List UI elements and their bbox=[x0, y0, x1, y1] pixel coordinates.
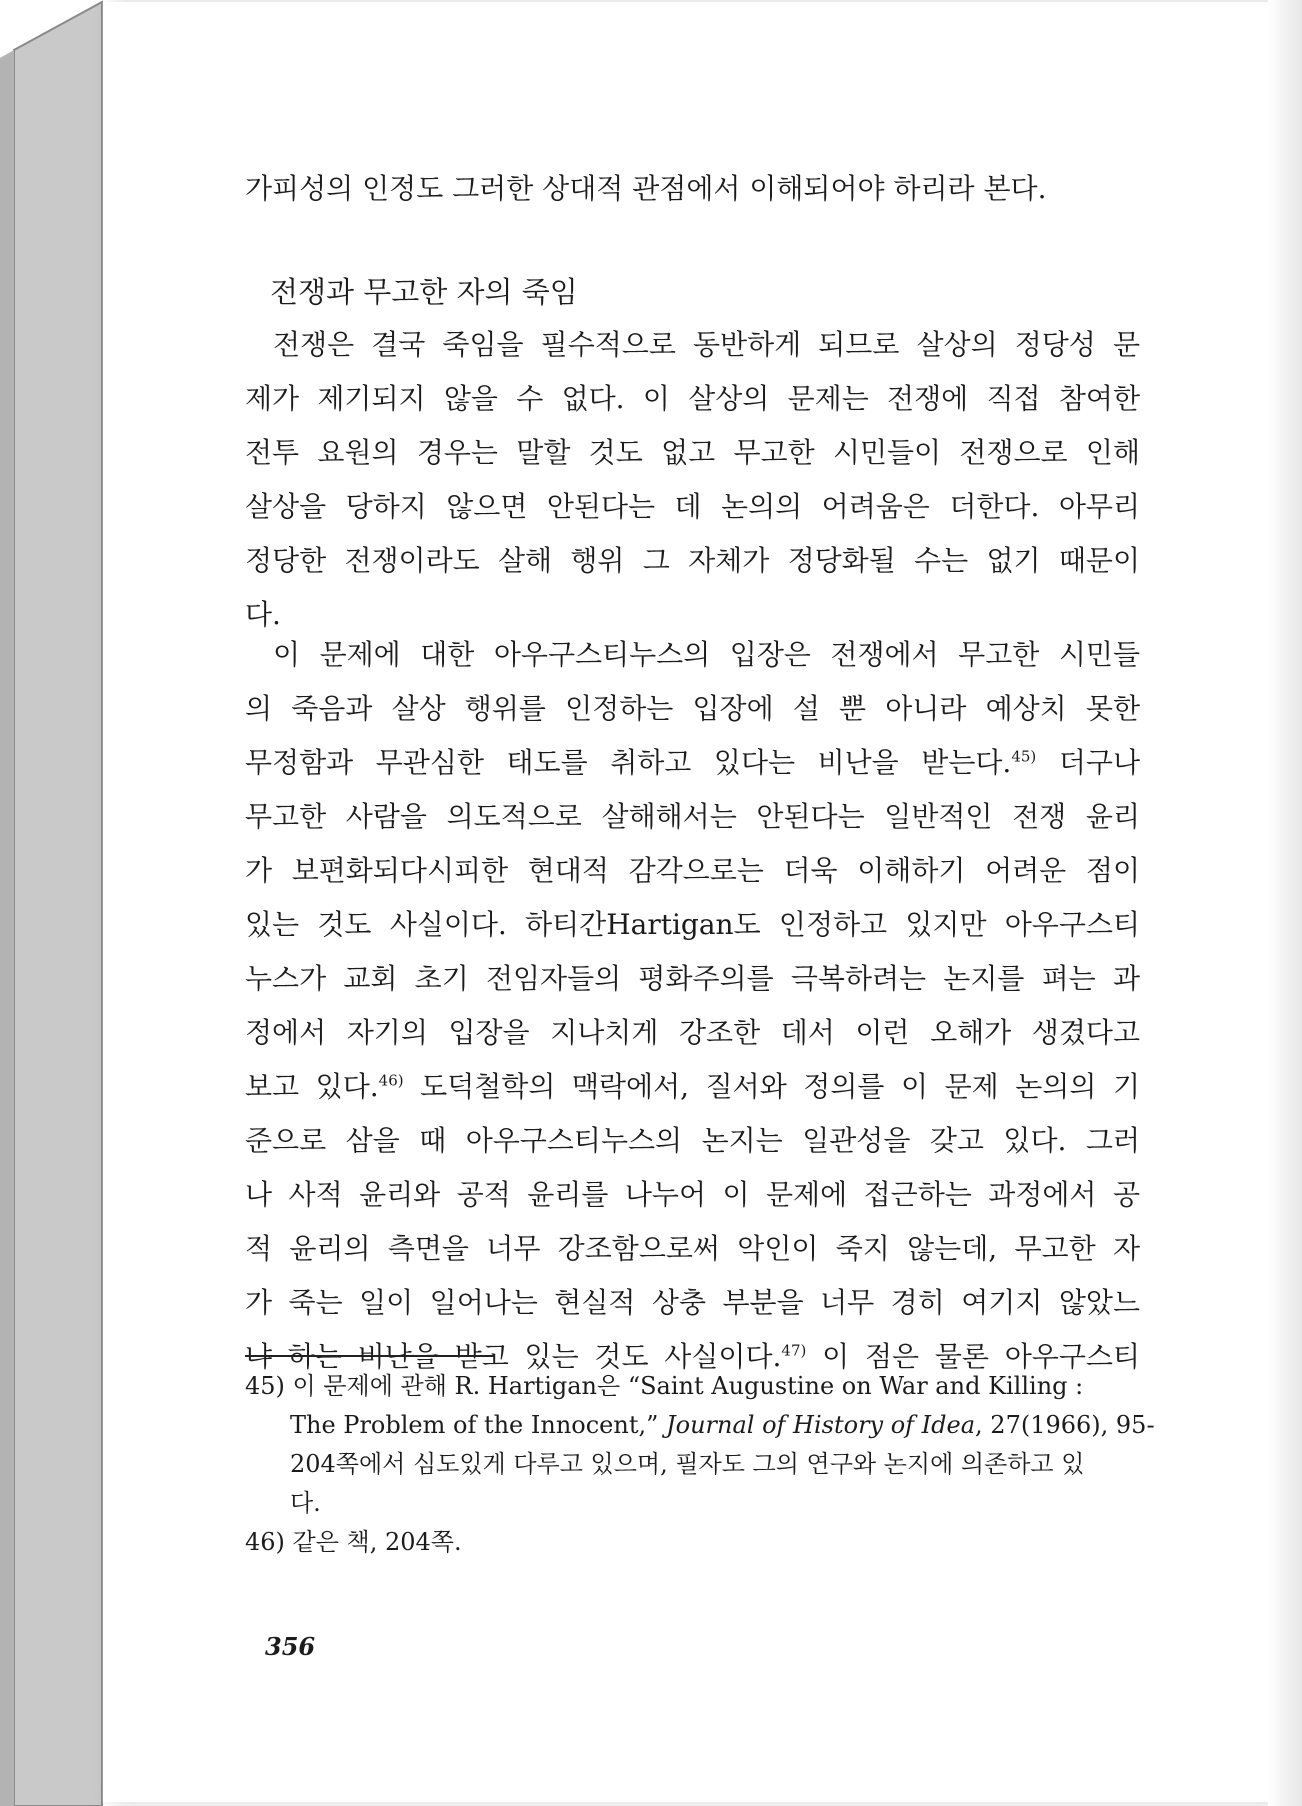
paragraph-line: 가 죽는 일이 일어나는 현실적 상충 부분을 너무 경히 여기지 않았느 bbox=[245, 1286, 1140, 1319]
paragraph-line: 있는 것도 사실이다. 하티간Hartigan도 인정하고 있지만 아우구스티 bbox=[245, 908, 1140, 941]
paragraph-line: 살상을 당하지 않으면 안된다는 데 논의의 어려움은 더한다. 아무리 bbox=[245, 490, 1140, 523]
paragraph-line: 무정함과 무관심한 태도를 취하고 있다는 비난을 받는다.$^{45)}$ 더구나 bbox=[245, 746, 1140, 779]
section-heading: 전쟁과 무고한 자의 죽임 bbox=[270, 275, 578, 309]
footnote-46: 46) 같은 책, 204쪽. bbox=[245, 1528, 462, 1556]
page-edge-shade bbox=[1268, 0, 1302, 1806]
footnote-45-line: The Problem of the Innocent,” Journal of History of Idea, 27(1966), 95- bbox=[290, 1411, 1155, 1439]
paragraph-line: 나 사적 윤리와 공적 윤리를 나누어 이 문제에 접근하는 과정에서 공 bbox=[245, 1178, 1140, 1211]
paragraph-line: 정당한 전쟁이라도 살해 행위 그 자체가 정당화될 수는 없기 때문이 bbox=[245, 544, 1140, 577]
journal-title: Journal of History of Idea bbox=[666, 1411, 976, 1439]
footnote-45-line: 204쪽에서 심도있게 다루고 있으며, 필자도 그의 연구와 논지에 의존하고 있 bbox=[290, 1450, 1085, 1478]
footnote-ref-46: 46) bbox=[378, 1071, 404, 1090]
footnote-45-line: 다. bbox=[290, 1489, 321, 1517]
paragraph-line: 보고 있다.$^{46)}$ 도덕철학의 맥락에서, 질서와 정의를 이 문제 논의의 기 bbox=[245, 1070, 1140, 1103]
paragraph-line: 냐 하는 비난을 받고 있는 것도 사실이다.$^{47)}$ 이 점은 물론 아우구스티 bbox=[245, 1340, 1140, 1373]
top-line-text: 가피성의 인정도 그러한 상대적 관점에서 이해되어야 하리라 본다. bbox=[245, 172, 1047, 205]
paragraph-line: 이 문제에 대한 아우구스티누스의 입장은 전쟁에서 무고한 시민들 bbox=[273, 638, 1140, 671]
paragraph-line: 정에서 자기의 입장을 지나치게 강조한 데서 이런 오해가 생겼다고 bbox=[245, 1016, 1140, 1049]
paragraph-line: 준으로 삼을 때 아우구스티누스의 논지는 일관성을 갖고 있다. 그러 bbox=[245, 1124, 1140, 1157]
footnote-ref-47: 47) bbox=[781, 1341, 807, 1360]
footnote-45-line: 45) 이 문제에 관해 R. Hartigan은 “Saint Augustine on War and Killing : bbox=[245, 1372, 1084, 1400]
footnote-ref-45: 45) bbox=[1011, 747, 1037, 766]
paragraph-1 bbox=[245, 318, 1140, 642]
paragraph-line: 무고한 사람을 의도적으로 살해해서는 안된다는 일반적인 전쟁 윤리 bbox=[245, 800, 1140, 833]
paragraph-line: 전쟁은 결국 죽임을 필수적으로 동반하게 되므로 살상의 정당성 문 bbox=[273, 328, 1140, 361]
paragraph-line: 가 보편화되다시피한 현대적 감각으로는 더욱 이해하기 어려운 점이 bbox=[245, 854, 1140, 887]
paragraph-line: 전투 요원의 경우는 말할 것도 없고 무고한 시민들이 전쟁으로 인해 bbox=[245, 436, 1140, 469]
paragraph-line: 누스가 교회 초기 전임자들의 평화주의를 극복하려는 논지를 펴는 과 bbox=[245, 962, 1140, 995]
footnotes bbox=[245, 1367, 1155, 1562]
paragraph-line: 다. bbox=[245, 598, 281, 631]
paragraph-line: 제가 제기되지 않을 수 없다. 이 살상의 문제는 전쟁에 직접 참여한 bbox=[245, 382, 1140, 415]
top-line bbox=[245, 162, 1140, 216]
paragraph-line: 의 죽음과 살상 행위를 인정하는 입장에 설 뿐 아니라 예상치 못한 bbox=[245, 692, 1140, 725]
page-number: 356 bbox=[265, 1632, 316, 1661]
paragraph-line: 적 윤리의 측면을 너무 강조함으로써 악인이 죽지 않는데, 무고한 자 bbox=[245, 1232, 1140, 1265]
footnote-divider bbox=[245, 1355, 495, 1357]
paragraph-2 bbox=[245, 628, 1140, 1384]
